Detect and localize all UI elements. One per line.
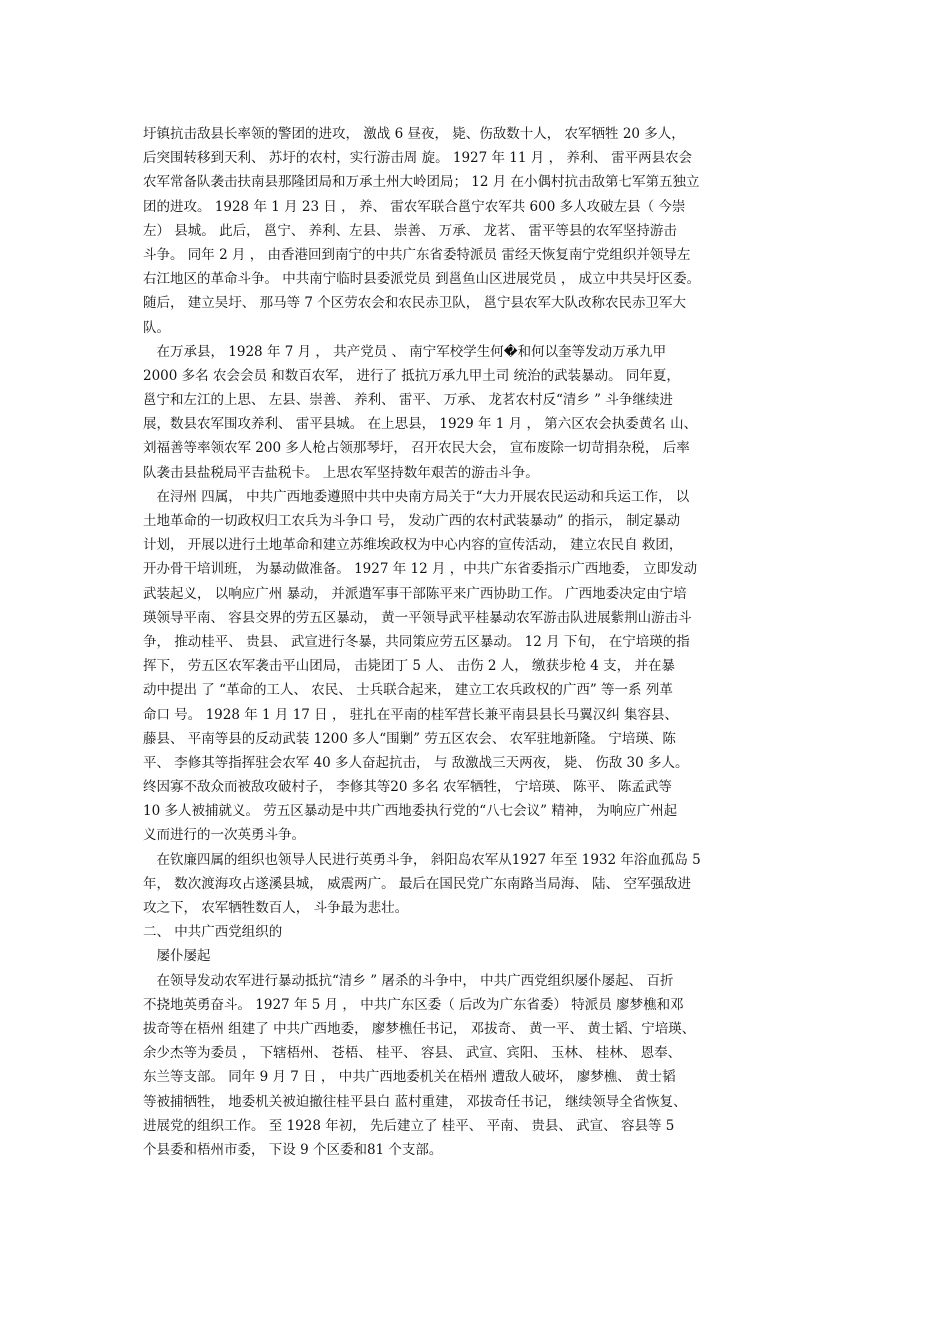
text-line: 土地革命的一切政权归工农兵为斗争口 号， 发动广西的农村武装暴动” 的指示， 制定暴动	[143, 513, 681, 529]
text-line: 进展党的组织工作。 至 1928 年初， 先后建立了 桂平、 平南、 贵县、 武宣、 容县等 5	[143, 1117, 675, 1134]
text-line: 展，数县农军围攻养利、 雷平县城。 在上思县， 1929 年 1 月 ， 第六区农会执委黄名 山、	[143, 416, 698, 433]
section-heading: 二、 中共广西党组织的	[143, 924, 283, 941]
text-line: 随后， 建立吴圩、 那马等 7 个区劳农会和农民赤卫队， 邕宁县农军大队改称农民赤卫军大	[143, 295, 687, 312]
text-line: 刘福善等率领农军 200 多人枪占领那琴圩， 召开农民大会， 宣布废除一切苛捐杂税， 后率	[143, 440, 690, 457]
text-line: 邕宁和左江的上思、 左县、崇善、 养利、 雷平、 万承、 龙茗农村反“清乡 ” 斗争继续进	[143, 392, 673, 409]
text-line: 左） 县城。 此后， 邕宁、 养利、左县、 崇善、 万承、 龙茗、 雷平等县的农军坚持游击	[143, 222, 677, 239]
text-line: 终因寡不敌众而被敌攻破村子， 李修其等20 多名 农军牺牲， 宁培瑛、 陈平、 陈孟武等	[143, 779, 672, 796]
text-line: 圩镇抗击敌县长率领的警团的进攻， 激战 6 昼夜， 毙、伤敌数十人， 农军牺牲 20 多人，	[143, 126, 685, 142]
text-line: 计划， 开展以进行土地革命和建立苏维埃政权为中心内容的宣传活动， 建立农民自 救团，	[143, 537, 683, 554]
text-line: 平、 李修其等指挥驻会农军 40 多人奋起抗击， 与 敌激战三天两夜， 毙、 伤敌 30 多人。	[143, 754, 689, 771]
text-line: 斗争。 同年 2 月 ， 由香港回到南宁的中共广东省委特派员 雷经天恢复南宁党组织并领导左	[143, 246, 691, 263]
text-line: 后突围转移到天利、 苏圩的农村，实行游击周 旋。 1927 年 11 月 ， 养利、 雷平两县农会	[143, 150, 693, 167]
text-line: 在领导发动农军进行暴动抵抗“清乡 ” 屠杀的斗争中， 中共广西党组织屡仆屡起、 百折	[143, 972, 674, 989]
section-heading: 屡仆屡起	[143, 948, 211, 965]
text-line: 团的进攻。 1928 年 1 月 23 日 ， 养、 雷农军联合邕宁农军共 600 多人攻破左县（ 今崇	[143, 198, 686, 215]
text-line: 10 多人被捕就义。 劳五区暴动是中共广西地委执行党的“八七会议” 精神， 为响应广州起	[143, 803, 678, 820]
text-line: 农军常备队袭击扶南县那隆团局和万承土州大岭团局； 12 月 在小偶村抗击敌第七军第五独立	[143, 174, 700, 191]
text-line: 武装起义， 以响应广州 暴动， 并派遣军事干部陈平来广西协助工作。 广西地委决定由宁培	[143, 585, 687, 602]
text-line: 队袭击县盐税局平吉盐税卡。 上思农军坚持数年艰苦的游击斗争。	[143, 464, 539, 481]
text-line: 动中提出 了 “革命的工人、 农民、 士兵联合起来， 建立工农兵政权的广西” 等一系 列革	[143, 682, 673, 699]
text-line: 队。	[143, 319, 170, 336]
text-line: 2000 多名 农会会员 和数百农军， 进行了 抵抗万承九甲土司 统治的武装暴动。 同年夏，	[143, 367, 680, 384]
text-line: 年， 数次渡海攻占遂溪县城， 威震两广。 最后在国民党广东南路当局海、 陆、 空军强敌进	[143, 875, 691, 892]
text-line: 在钦廉四属的组织也领导人民进行英勇斗争， 斜阳岛农军从1927 年至 1932 年浴血孤岛 5	[143, 851, 701, 868]
text-line: 个县委和梧州市委， 下设 9 个区委和81 个支部。	[143, 1141, 443, 1158]
text-line: 不挠地英勇奋斗。 1927 年 5 月 ， 中共广东区委（ 后改为广东省委） 特派员 廖梦樵和邓	[143, 996, 684, 1013]
text-line: 右江地区的革命斗争。 中共南宁临时县委派党员 到邕鱼山区进展党员 ， 成立中共吴圩区委。	[143, 271, 701, 288]
text-line: 藤县、 平南等县的反动武装 1200 多人“围剿” 劳五区农会、 农军驻地新隆。 宁培瑛、陈	[143, 730, 676, 747]
text-line: 在万承县， 1928 年 7 月 ， 共产党员 、 南宁军校学生何�和何以奎等发动万承九甲	[143, 343, 667, 360]
text-line: 余少杰等为委员 ， 下辖梧州、 苍梧、 桂平、 容县、 武宣、宾阳、 玉林、 桂林、 恩奉、	[143, 1045, 682, 1062]
text-line: 挥下， 劳五区农军袭击平山团局， 击毙团丁 5 人、 击伤 2 人， 缴获步枪 4 支， 并在暴	[143, 658, 675, 675]
text-line: 开办骨干培训班， 为暴动做准备。 1927 年 12 月 ，中共广东省委指示广西地委， 立即发动	[143, 561, 698, 578]
text-line: 攻之下， 农军牺牲数百人， 斗争最为悲壮。	[143, 900, 409, 916]
text-line: 东兰等支部。 同年 9 月 7 日 ， 中共广西地委机关在梧州 遭敌人破坏， 廖梦樵、 黄士韬	[143, 1069, 676, 1086]
text-line: 等被捕牺牲， 地委机关被迫撤往桂平县白 蓝村重建， 邓拔奇任书记， 继续领导全省恢复、	[143, 1093, 687, 1110]
text-line: 在浔州 四属， 中共广西地委遵照中共中央南方局关于“大力开展农民运动和兵运工作， 以	[143, 488, 690, 505]
text-line: 拔奇等在梧州 组建了 中共广西地委， 廖梦樵任书记， 邓拔奇、 黄一平、 黄士韬、宁培瑛、	[143, 1020, 696, 1037]
text-line: 争， 推动桂平、 贵县、 武宣进行冬暴，共同策应劳五区暴动。 12 月 下旬， 在宁培瑛的指	[143, 633, 690, 650]
text-line: 命口 号。 1928 年 1 月 17 日 ， 驻扎在平南的桂军营长兼平南县县长马翼汉纠 集容县、	[143, 706, 679, 723]
text-line: 义而进行的一次英勇斗争。	[143, 827, 305, 844]
document-body	[143, 122, 813, 1162]
text-line: 瑛领导平南、 容县交界的劳五区暴动， 黄一平领导武平桂暴动农军游击队进展紫荆山游击斗	[143, 609, 692, 626]
